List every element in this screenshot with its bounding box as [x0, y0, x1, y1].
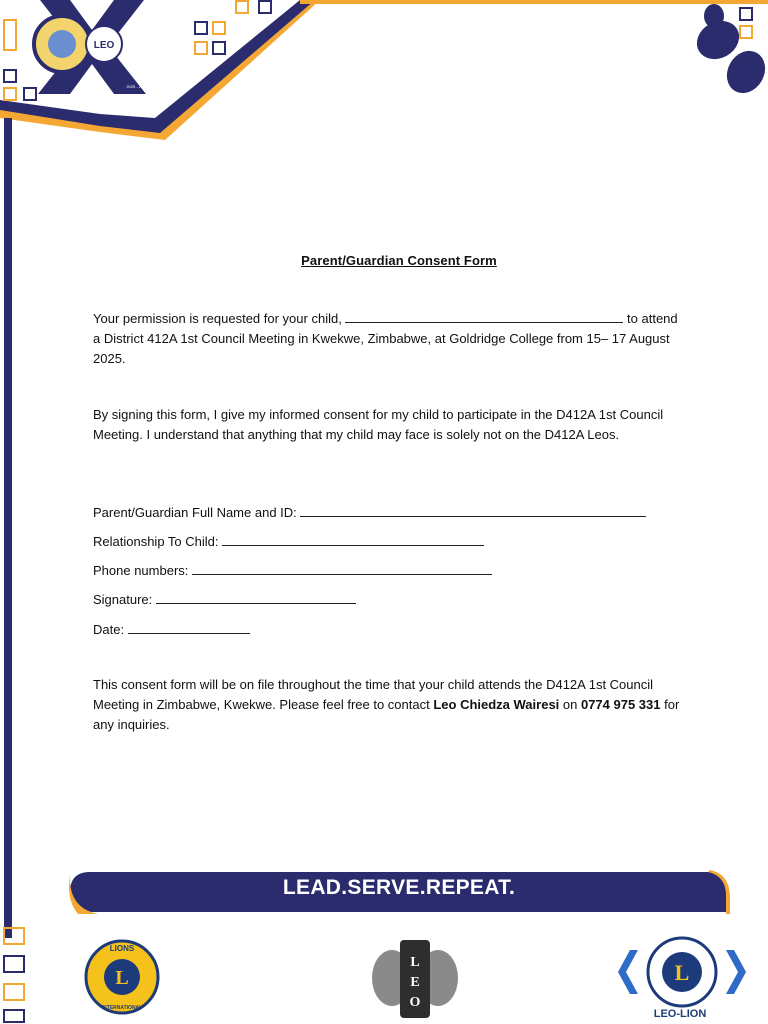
paragraph-permission [93, 309, 683, 369]
field-phone-numbers-label: Phone numbers: [93, 563, 193, 578]
contact-text-start: This consent form will be on file throughout the time that your child attends the D412A 1st Council Meeting in Zimbabwe, Kwekwe. Please feel free to contact [93, 677, 654, 712]
permission-text-start: Your permission is requested for your child, [93, 311, 346, 326]
paragraph-contact [93, 675, 683, 735]
guardian-name-blank[interactable] [300, 503, 646, 517]
field-phone-numbers [93, 561, 492, 580]
contact-name: Leo Chiedza Wairesi [433, 697, 560, 712]
svg-text:L: L [674, 960, 690, 985]
slogan-text: LEAD.SERVE.REPEAT. [282, 876, 516, 899]
signature-blank[interactable] [156, 590, 356, 604]
emblem-years-text: 2025 - 2026 [126, 84, 148, 89]
lions-logo-sub: INTERNATIONAL [101, 1005, 143, 1011]
phone-numbers-blank[interactable] [192, 561, 492, 575]
field-signature-label: Signature: [93, 592, 156, 607]
field-guardian-name-label: Parent/Guardian Full Name and ID: [93, 505, 301, 520]
emblem-district-text: D412A [84, 84, 100, 90]
field-guardian-name [93, 503, 646, 522]
emblem-leo-text: LEO [93, 40, 115, 51]
svg-text:E: E [410, 975, 420, 990]
lions-logo-text: LIONS [109, 944, 135, 953]
bottom-left-squares [0, 926, 30, 1024]
paragraph-consent: By signing this form, I give my informed consent for my child to participate in the D412A 1st Council Meeting. I understand that anything that my child may face is solely not on the D412A Leos. [93, 407, 664, 442]
date-blank[interactable] [128, 620, 250, 634]
lions-international-logo [78, 935, 168, 1019]
district-emblem-logo [22, 0, 162, 96]
contact-text-end: for any inquiries. [93, 697, 680, 732]
paw-decoration [686, 0, 768, 100]
relationship-blank[interactable] [222, 532, 484, 546]
permission-text-end: to attend a District 412A 1st Council Meeting in Kwekwe, Zimbabwe, at Goldridge College from 15– 17 August 2025. [93, 311, 678, 366]
field-signature [93, 590, 356, 609]
left-border-bar [4, 118, 12, 938]
child-name-blank[interactable] [345, 309, 623, 323]
contact-text-mid: on [559, 697, 581, 712]
field-date [93, 620, 250, 639]
leo-lion-logo [616, 936, 748, 1008]
contact-phone: 0774 975 331 [580, 697, 661, 712]
field-date-label: Date: [93, 622, 128, 637]
leo-lion-label: LEO-LION [653, 1008, 707, 1020]
svg-text:L: L [115, 967, 129, 989]
form-title: Parent/Guardian Consent Form [301, 253, 497, 268]
svg-text:O: O [409, 995, 421, 1010]
leo-club-logo [370, 938, 460, 1022]
field-relationship-label: Relationship To Child: [93, 534, 223, 549]
svg-text:L: L [410, 955, 420, 970]
field-relationship [93, 532, 484, 551]
